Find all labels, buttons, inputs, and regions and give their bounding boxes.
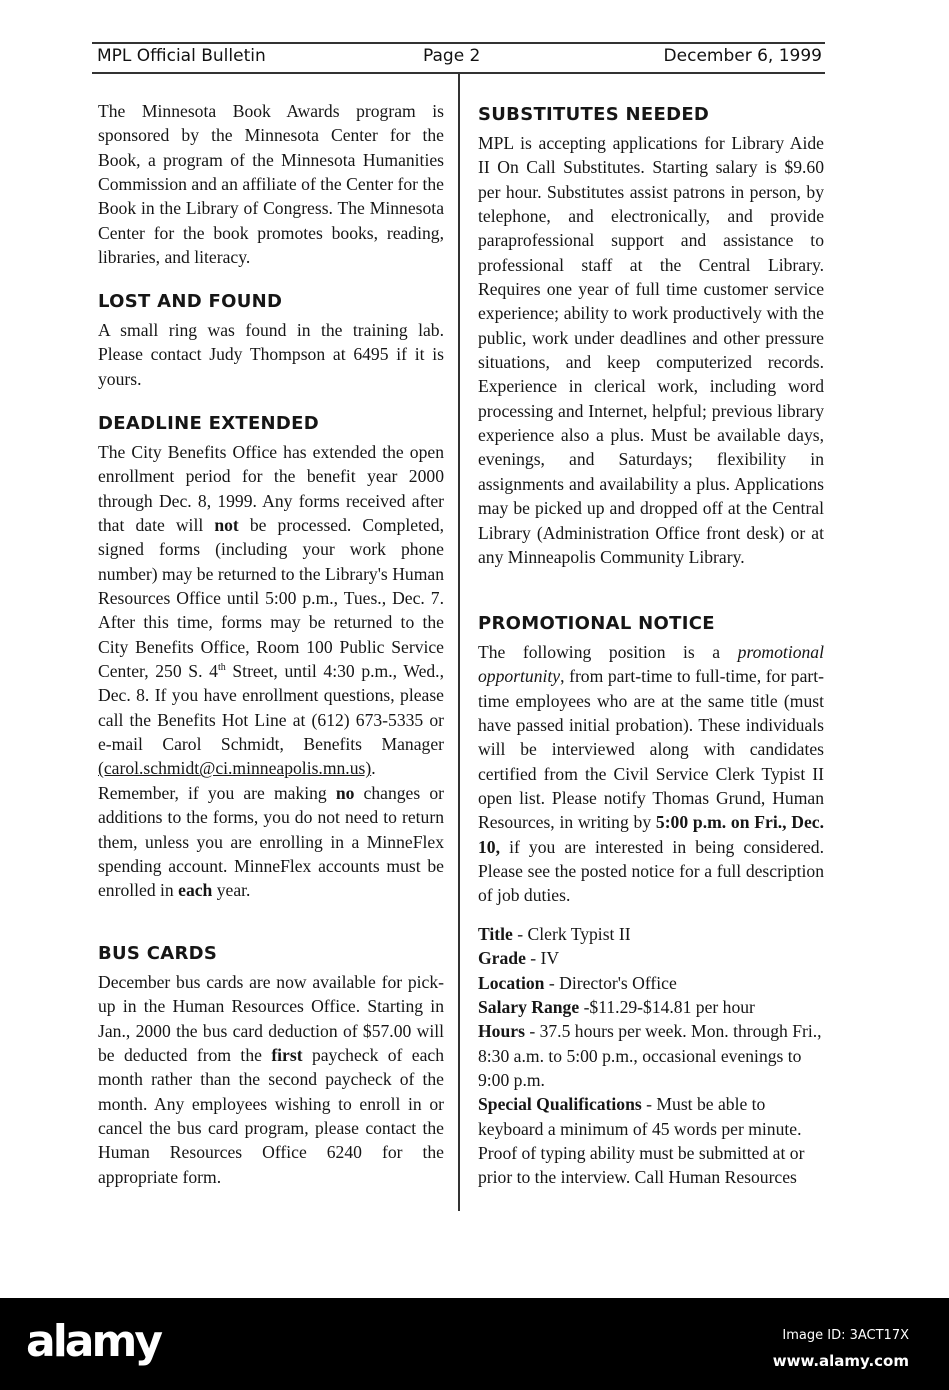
text-segment: - 37.5 hours per week. Mon. through Fri., 8:30 a.m. to 5:00 p.m., occasional evenings to 9:00 p.m. [478, 1021, 822, 1091]
text-segment: The City Benefits Office has extended the open enrollment period for the benefit year 2000 through Dec. 8, 1999. Any forms received after that date will [98, 442, 444, 536]
section-heading: DEADLINE EXTENDED [98, 413, 319, 434]
paragraph [98, 970, 444, 1189]
text-segment: MPL is accepting applications for Library Aide II On Call Substitutes. Starting salary is $9.60 per hour. Substitutes assist patrons in person, by telephone, and electronically, and provide paraprofessional support and assistance to professional staff at the Central Library. Requires one year of full time customer service experience; ability to work productively with the public, work under deadlines and other pressure situations, and keep computerized records. Experience in clerical work, including word processing and Internet, helpful; previous library experience also a plus. Must be available days, evenings, and Saturdays; flexibility in assignments and availability a plus. Applications may be picked up and dropped off at the Central Library (Administration Office front desk) or at any Minneapolis Community Library. [478, 133, 824, 567]
paragraph [98, 99, 444, 269]
paragraph [478, 995, 824, 1019]
text-segment: - IV [525, 948, 560, 969]
text-segment: - Director's Office [544, 972, 677, 993]
text-segment: The following position is a [478, 642, 738, 662]
text-segment: Salary Range [478, 997, 580, 1018]
paragraph [478, 946, 824, 970]
text-segment: Street, until 4:30 p.m., Wed., Dec. 8. If you have enrollment questions, please call the Benefits Hot Line at (612) 673-5335 or e-mail Carol Schmidt, Benefits Manager [98, 661, 444, 755]
text-segment: Title [478, 924, 513, 944]
article-section [98, 942, 444, 1189]
text-segment: th [217, 662, 226, 674]
text-segment: -$11.29-$14.81 per hour [579, 997, 755, 1018]
text-segment: year. [212, 880, 251, 901]
text-segment: be processed. Completed, signed forms (including your work phone number) may be returned to the Library's Human Resources Office until 5:00 p.m., Tues., Dec. 7. After this time, forms may be returned to the City Benefits Office, Room 100 Public Service Center, 250 S. 4 [98, 515, 444, 682]
email-link[interactable]: (carol.schmidt@ci.minneapolis.mn.us) [98, 758, 372, 779]
paragraph [478, 131, 824, 569]
text-segment: Special Qualifications [478, 1094, 642, 1115]
watermark-footer [0, 1298, 949, 1390]
paragraph [98, 440, 444, 903]
text-segment: A small ring was found in the training lab. Please contact Judy Thompson at 6495 if it is yours. [98, 320, 444, 389]
text-segment: , from part-time to full-time, for part-time employees who are at the same title (must have passed initial probation). These individuals will be interviewed along with candidates certified from the Civil Service Clerk Typist II open list. Please notify Thomas Grund, Human Resources, in writing by [478, 666, 824, 833]
image-id: Image ID: 3ACT17X [782, 1328, 909, 1343]
text-segment: - Must be able to keyboard a minimum of 45 words per minute. Proof of typing ability must be submitted at or prior to the interview. Call Human Resources [478, 1094, 805, 1188]
paragraph [478, 1019, 824, 1092]
text-segment: Location [478, 972, 545, 993]
text-segment: if you are interested in being considered. Please see the posted notice for a full description of job duties. [478, 836, 824, 906]
paragraph [478, 640, 824, 908]
alamy-url: www.alamy.com [772, 1352, 909, 1370]
text-segment: no [335, 782, 355, 803]
bulletin-title: MPL Official Bulletin [97, 46, 266, 66]
text-segment: promotional opportunity [478, 642, 824, 687]
issue-date: December 6, 1999 [663, 46, 822, 66]
article-section [478, 922, 824, 1190]
text-segment: December bus cards are now available for pick-up in the Human Resources Office. Starting in Jan., 2000 the bus card deduction of $57.00 will be deducted from the [98, 972, 444, 1066]
header-top-rule [92, 42, 825, 44]
article-section [478, 103, 824, 569]
section-heading: PROMOTIONAL NOTICE [478, 613, 715, 634]
article-section [98, 412, 444, 903]
text-segment: 5:00 p.m. on Fri., Dec. 10, [478, 812, 824, 857]
text-segment: first [271, 1045, 303, 1066]
text-segment: paycheck of each month rather than the second paycheck of the month. Any employees wishing to enroll in or cancel the bus card program, please contact the Human Resources Office 6240 for the appropriate form. [98, 1045, 445, 1187]
section-heading: LOST AND FOUND [98, 291, 283, 312]
section-heading: BUS CARDS [98, 943, 218, 964]
article-section [98, 99, 444, 269]
text-segment: Hours [478, 1021, 525, 1042]
paragraph [98, 318, 444, 391]
article-section [98, 290, 444, 391]
page-number: Page 2 [423, 46, 481, 66]
text-segment: each [178, 880, 213, 901]
text-segment: changes or additions to the forms, you do not need to return them, unless you are enrolling in a MinneFlex spending account. MinneFlex accounts must be enrolled in [98, 782, 444, 901]
column-divider [458, 73, 460, 1211]
text-segment: . Remember, if you are making [98, 758, 376, 803]
paragraph [478, 971, 824, 995]
page-header [97, 46, 822, 72]
paragraph [478, 922, 824, 946]
text-segment: Grade [478, 948, 526, 969]
paragraph [478, 1092, 824, 1189]
alamy-logo: alamy [26, 1316, 160, 1367]
text-segment: The Minnesota Book Awards program is sponsored by the Minnesota Center for the Book, a program of the Minnesota Humanities Commission and an affiliate of the Center for the Book in the Library of Congress. The Minnesota Center for the book promotes books, reading, libraries, and literacy. [98, 101, 444, 268]
text-segment: not [214, 515, 239, 536]
section-heading: SUBSTITUTES NEEDED [478, 104, 710, 125]
text-segment: - Clerk Typist II [512, 924, 631, 944]
article-section [478, 612, 824, 908]
